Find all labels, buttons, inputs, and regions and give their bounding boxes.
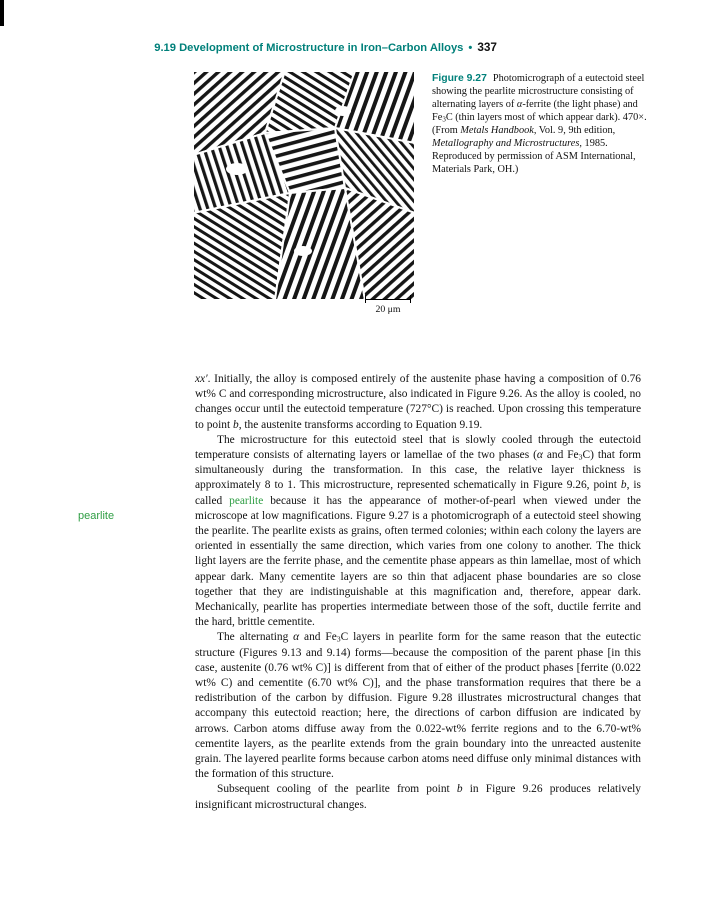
section-title: 9.19 Development of Microstructure in Iron–Carbon Alloys: [154, 42, 464, 54]
figure-caption: Figure 9.27 Photomicrograph of a eutectoid steel showing the pearlite microstructure consisting of alternating layers of α-ferrite (the light phase) and Fe3C (thin layers most of which appear dark). 470×. (From Metals Handbook, Vol. 9, 9th edition, Metallography and Microstructures, 1985. Reproduced by permission of ASM International, Materials Park, OH.): [432, 73, 647, 175]
scale-bar-line: [365, 295, 411, 303]
body-text: [195, 372, 641, 813]
body-paragraph-3: The alternating α and Fe3C layers in pearlite form for the same reason that the eutectic structure (Figures 9.13 and 9.14) forms—because the composition of the parent phase [in this case, austenite (0.76 wt% C)] is different from that of either of the product phases [ferrite (0.022 wt% C) and cementite (6.70 wt% C)], and the phase transformation requires that there be a redistribution of the carbon by diffusion. Figure 9.28 illustrates microstructural changes that accompany this eutectoid reaction; here, the directions of carbon diffusion are indicated by arrows. Carbon atoms diffuse away from the 0.022-wt% ferrite regions and to the 6.70-wt% cementite layers, as the pearlite extends from the grain boundary into the unreacted austenite grain. The layered pearlite forms because carbon atoms need diffuse only minimal distances with the formation of this structure.: [195, 631, 641, 781]
scan-artifact: [0, 0, 4, 26]
scale-bar: [365, 295, 411, 315]
body-paragraph-2: The microstructure for this eutectoid steel that is slowly cooled through the eutectoid temperature consists of alternating layers or lamellae of the two phases (α and Fe3C) that form simultaneously during the transformation. In this case, the relative layer thickness is approximately 8 to 1. This microstructure, represented schematically in Figure 9.26, point b, is called pearlite because it has the appearance of mother-of-pearl when viewed under the microscope at low magnifications. Figure 9.27 is a photomicrograph of a eutectoid steel showing the pearlite. The pearlite exists as grains, often termed colonies; within each colony the layers are oriented in essentially the same direction, which varies from one colony to another. The thick light layers are the ferrite phase, and the cementite phase appears as thin lamellae, most of which appear dark. Many cementite layers are so thin that adjacent phase boundaries are so close together that they are indistinguishable at this magnification and, therefore, appear dark. Mechanically, pearlite has properties intermediate between those of the soft, ductile ferrite and the hard, brittle cementite.: [195, 433, 641, 629]
pearlite-micrograph: [193, 71, 415, 300]
margin-note-pearlite: pearlite: [78, 510, 115, 522]
page-number: 337: [477, 40, 497, 54]
body-paragraph-4: Subsequent cooling of the pearlite from point b in Figure 9.26 produces relatively insignificant microstructural changes.: [195, 783, 642, 811]
figure-9-27: [193, 71, 653, 326]
header-separator: •: [468, 42, 473, 54]
scale-bar-label: 20 μm: [375, 304, 401, 315]
body-paragraph-1: xx′. Initially, the alloy is composed entirely of the austenite phase having a composition of 0.76 wt% C and corresponding microstructure, also indicated in Figure 9.26. As the alloy is cooled, no changes occur until the eutectoid temperature (727°C) is reached. Upon crossing this temperature to point b, the austenite transforms according to Equation 9.19.: [195, 373, 641, 431]
pearlite-micrograph-svg: [193, 71, 415, 300]
page-header: [0, 40, 497, 54]
